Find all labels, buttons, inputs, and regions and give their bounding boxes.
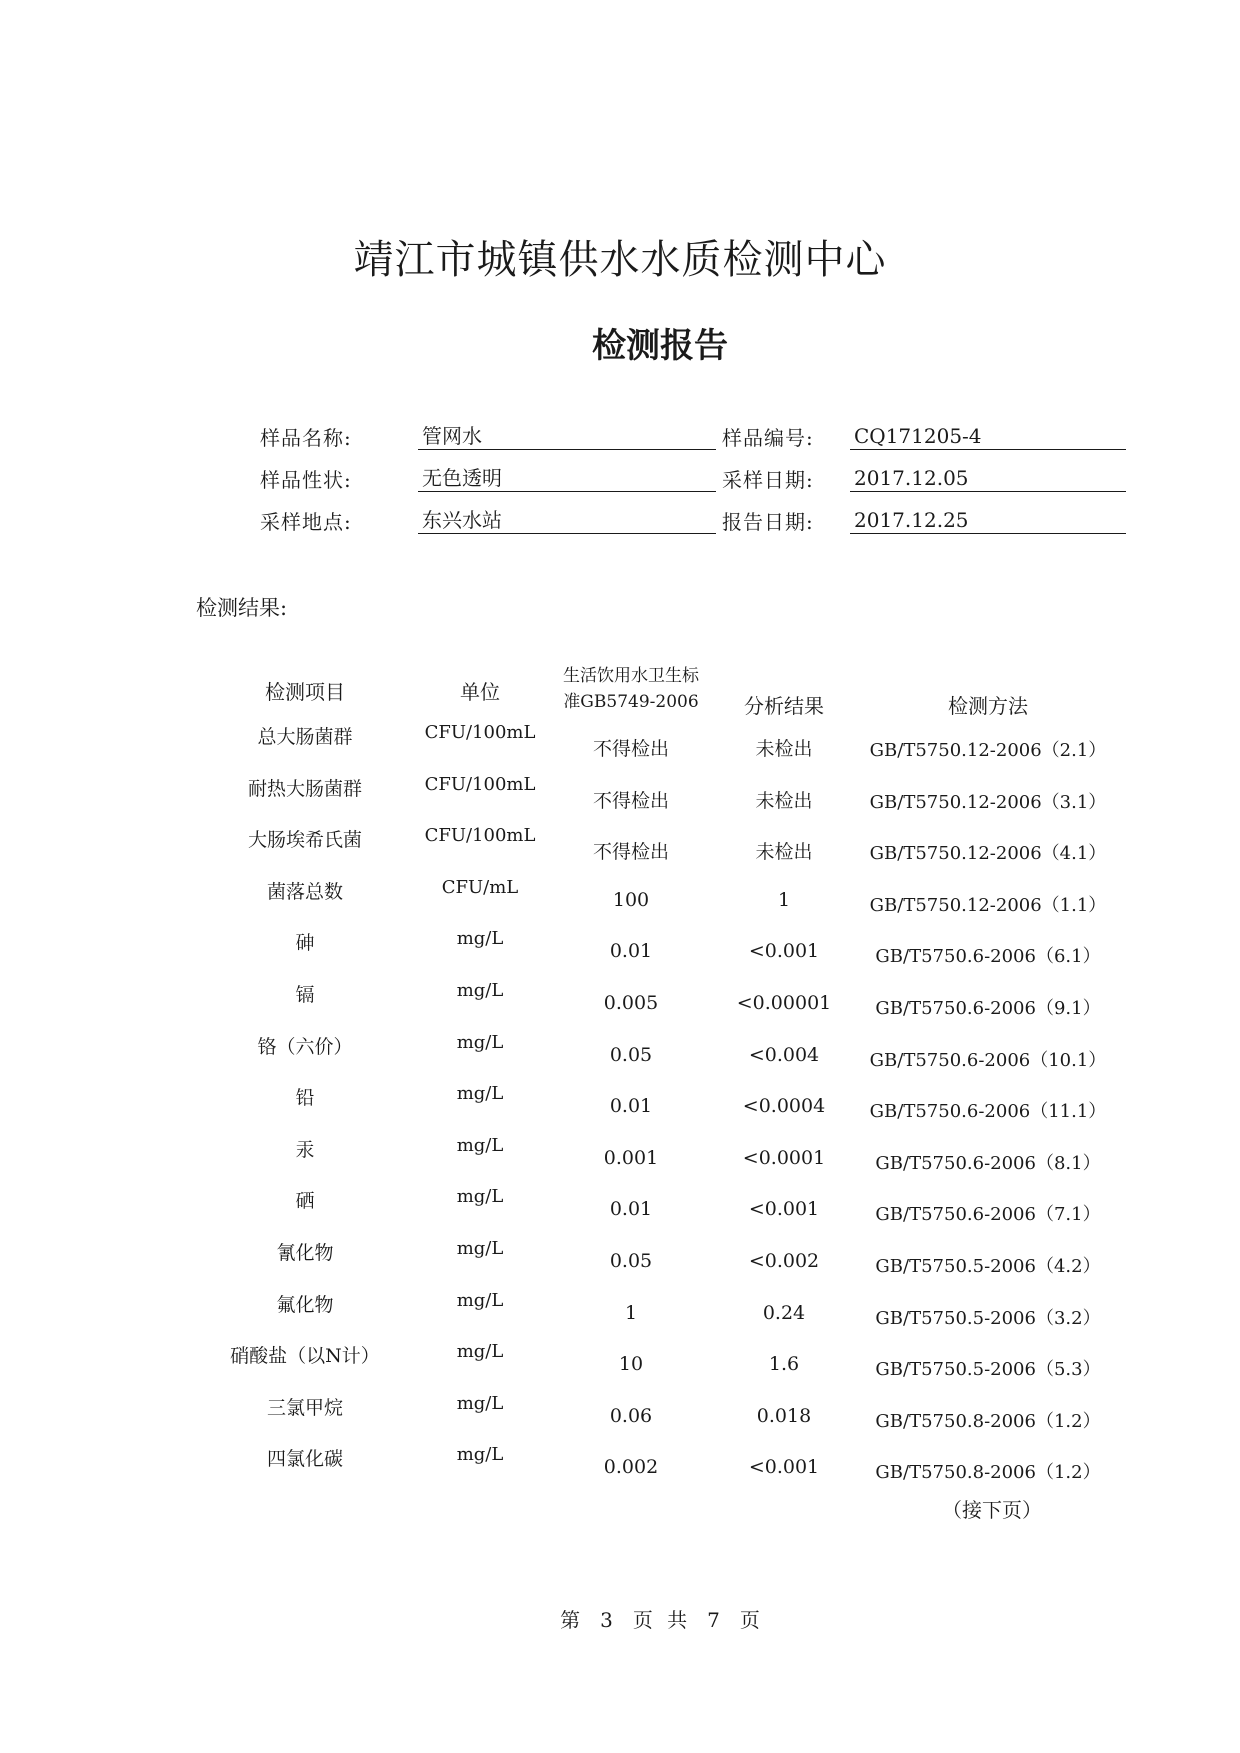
cell-standard: 0.06: [609, 1405, 653, 1427]
header-unit: 单位: [460, 680, 500, 704]
cell-method: GB/T5750.5-2006（5.3）: [875, 1359, 1101, 1380]
cell-standard: 1: [624, 1302, 638, 1324]
field-label-sample-appearance: 样品性状:: [260, 468, 352, 492]
cell-standard: 0.01: [609, 1198, 653, 1220]
cell-unit: mg/L: [456, 1393, 504, 1414]
cell-result: <0.001: [748, 940, 820, 962]
cell-standard: 0.05: [609, 1250, 653, 1272]
cell-result: 未检出: [755, 841, 813, 863]
field-value-sample-name: 管网水: [418, 422, 716, 450]
cell-method: GB/T5750.6-2006（8.1）: [875, 1153, 1101, 1174]
cell-result: <0.0004: [742, 1095, 826, 1117]
cell-result: 未检出: [755, 790, 813, 812]
cell-unit: mg/L: [456, 1238, 504, 1259]
cell-standard: 不得检出: [592, 738, 669, 760]
field-value-sample-appearance: 无色透明: [418, 464, 716, 492]
cell-unit: CFU/100mL: [424, 722, 536, 743]
cell-unit: mg/L: [456, 1186, 504, 1207]
cell-result: 1: [777, 889, 791, 911]
cell-method: GB/T5750.6-2006（11.1）: [869, 1101, 1107, 1122]
cell-unit: mg/L: [456, 1135, 504, 1156]
cell-result: 1.6: [768, 1353, 800, 1375]
cell-unit: mg/L: [456, 1083, 504, 1104]
cell-result: <0.00001: [736, 992, 832, 1014]
cell-unit: mg/L: [456, 1032, 504, 1053]
cell-item: 硝酸盐（以N计）: [230, 1345, 380, 1367]
cell-result: <0.001: [748, 1456, 820, 1478]
cell-item: 镉: [295, 984, 315, 1006]
cell-method: GB/T5750.6-2006（9.1）: [875, 998, 1101, 1019]
cell-standard: 0.005: [603, 992, 659, 1014]
cell-standard: 0.01: [609, 940, 653, 962]
cell-unit: CFU/100mL: [424, 825, 536, 846]
cell-standard: 0.05: [609, 1044, 653, 1066]
field-label-sampling-date: 采样日期:: [722, 468, 814, 492]
field-value-sampling-location: 东兴水站: [418, 506, 716, 534]
cell-result: <0.004: [748, 1044, 820, 1066]
cell-unit: mg/L: [456, 1290, 504, 1311]
field-value-report-date: 2017.12.25: [850, 506, 1126, 534]
cell-method: GB/T5750.6-2006（7.1）: [875, 1204, 1101, 1225]
cell-item: 总大肠菌群: [257, 726, 353, 748]
cell-method: GB/T5750.5-2006（3.2）: [875, 1308, 1101, 1329]
cell-unit: mg/L: [456, 1341, 504, 1362]
cell-method: GB/T5750.12-2006（2.1）: [869, 740, 1107, 761]
cell-item: 硒: [295, 1190, 315, 1212]
cell-result: 0.018: [756, 1405, 812, 1427]
cell-standard: 不得检出: [592, 841, 669, 863]
cell-item: 氟化物: [276, 1294, 334, 1316]
cell-item: 三氯甲烷: [266, 1397, 343, 1419]
field-label-sampling-location: 采样地点:: [260, 510, 352, 534]
cell-item: 耐热大肠菌群: [247, 778, 362, 800]
cell-result: 未检出: [755, 738, 813, 760]
field-label-sample-name: 样品名称:: [260, 426, 352, 450]
field-value-sample-id: CQ171205-4: [850, 422, 1126, 450]
header-method: 检测方法: [948, 694, 1028, 718]
pager-current: 3: [600, 1608, 613, 1632]
cell-item: 砷: [295, 932, 315, 954]
cell-method: GB/T5750.6-2006（10.1）: [869, 1050, 1107, 1071]
cell-result: <0.002: [748, 1250, 820, 1272]
header-item: 检测项目: [265, 680, 345, 704]
cell-method: GB/T5750.8-2006（1.2）: [875, 1462, 1101, 1483]
cell-item: 汞: [295, 1139, 315, 1161]
continued-note: （接下页）: [942, 1498, 1042, 1522]
cell-unit: mg/L: [456, 1444, 504, 1465]
report-title: 检测报告: [592, 326, 728, 366]
cell-unit: CFU/mL: [441, 877, 519, 898]
cell-unit: mg/L: [456, 928, 504, 949]
cell-standard: 0.001: [603, 1147, 659, 1169]
cell-item: 氰化物: [276, 1242, 334, 1264]
cell-standard: 0.01: [609, 1095, 653, 1117]
header-standard-line2: 准GB5749-2006: [563, 692, 699, 712]
cell-result: <0.001: [748, 1198, 820, 1220]
cell-standard: 0.002: [603, 1456, 659, 1478]
cell-method: GB/T5750.12-2006（1.1）: [869, 895, 1107, 916]
cell-standard: 不得检出: [592, 790, 669, 812]
pager-middle: 页 共: [632, 1608, 688, 1632]
section-title-results: 检测结果:: [196, 596, 288, 620]
page-number: [0, 1604, 1240, 1633]
cell-item: 铬（六价）: [257, 1036, 353, 1058]
cell-unit: CFU/100mL: [424, 774, 536, 795]
cell-method: GB/T5750.5-2006（4.2）: [875, 1256, 1101, 1277]
cell-item: 大肠埃希氏菌: [247, 829, 362, 851]
pager-prefix: 第: [560, 1608, 581, 1632]
cell-result: <0.0001: [742, 1147, 826, 1169]
field-value-sampling-date: 2017.12.05: [850, 464, 1126, 492]
pager-total: 7: [707, 1608, 720, 1632]
cell-standard: 100: [612, 889, 650, 911]
header-result: 分析结果: [744, 694, 824, 718]
organization-name: 靖江市城镇供水水质检测中心: [353, 237, 887, 283]
header-standard-line1: 生活饮用水卫生标: [563, 666, 699, 686]
cell-method: GB/T5750.12-2006（4.1）: [869, 843, 1107, 864]
cell-standard: 10: [618, 1353, 644, 1375]
cell-result: 0.24: [762, 1302, 806, 1324]
field-label-sample-id: 样品编号:: [722, 426, 814, 450]
pager-suffix: 页: [739, 1608, 760, 1632]
cell-method: GB/T5750.6-2006（6.1）: [875, 946, 1101, 967]
cell-unit: mg/L: [456, 980, 504, 1001]
cell-method: GB/T5750.12-2006（3.1）: [869, 792, 1107, 813]
field-label-report-date: 报告日期:: [722, 510, 814, 534]
cell-item: 四氯化碳: [266, 1448, 343, 1470]
cell-item: 铅: [295, 1087, 315, 1109]
cell-method: GB/T5750.8-2006（1.2）: [875, 1411, 1101, 1432]
cell-item: 菌落总数: [266, 881, 343, 903]
